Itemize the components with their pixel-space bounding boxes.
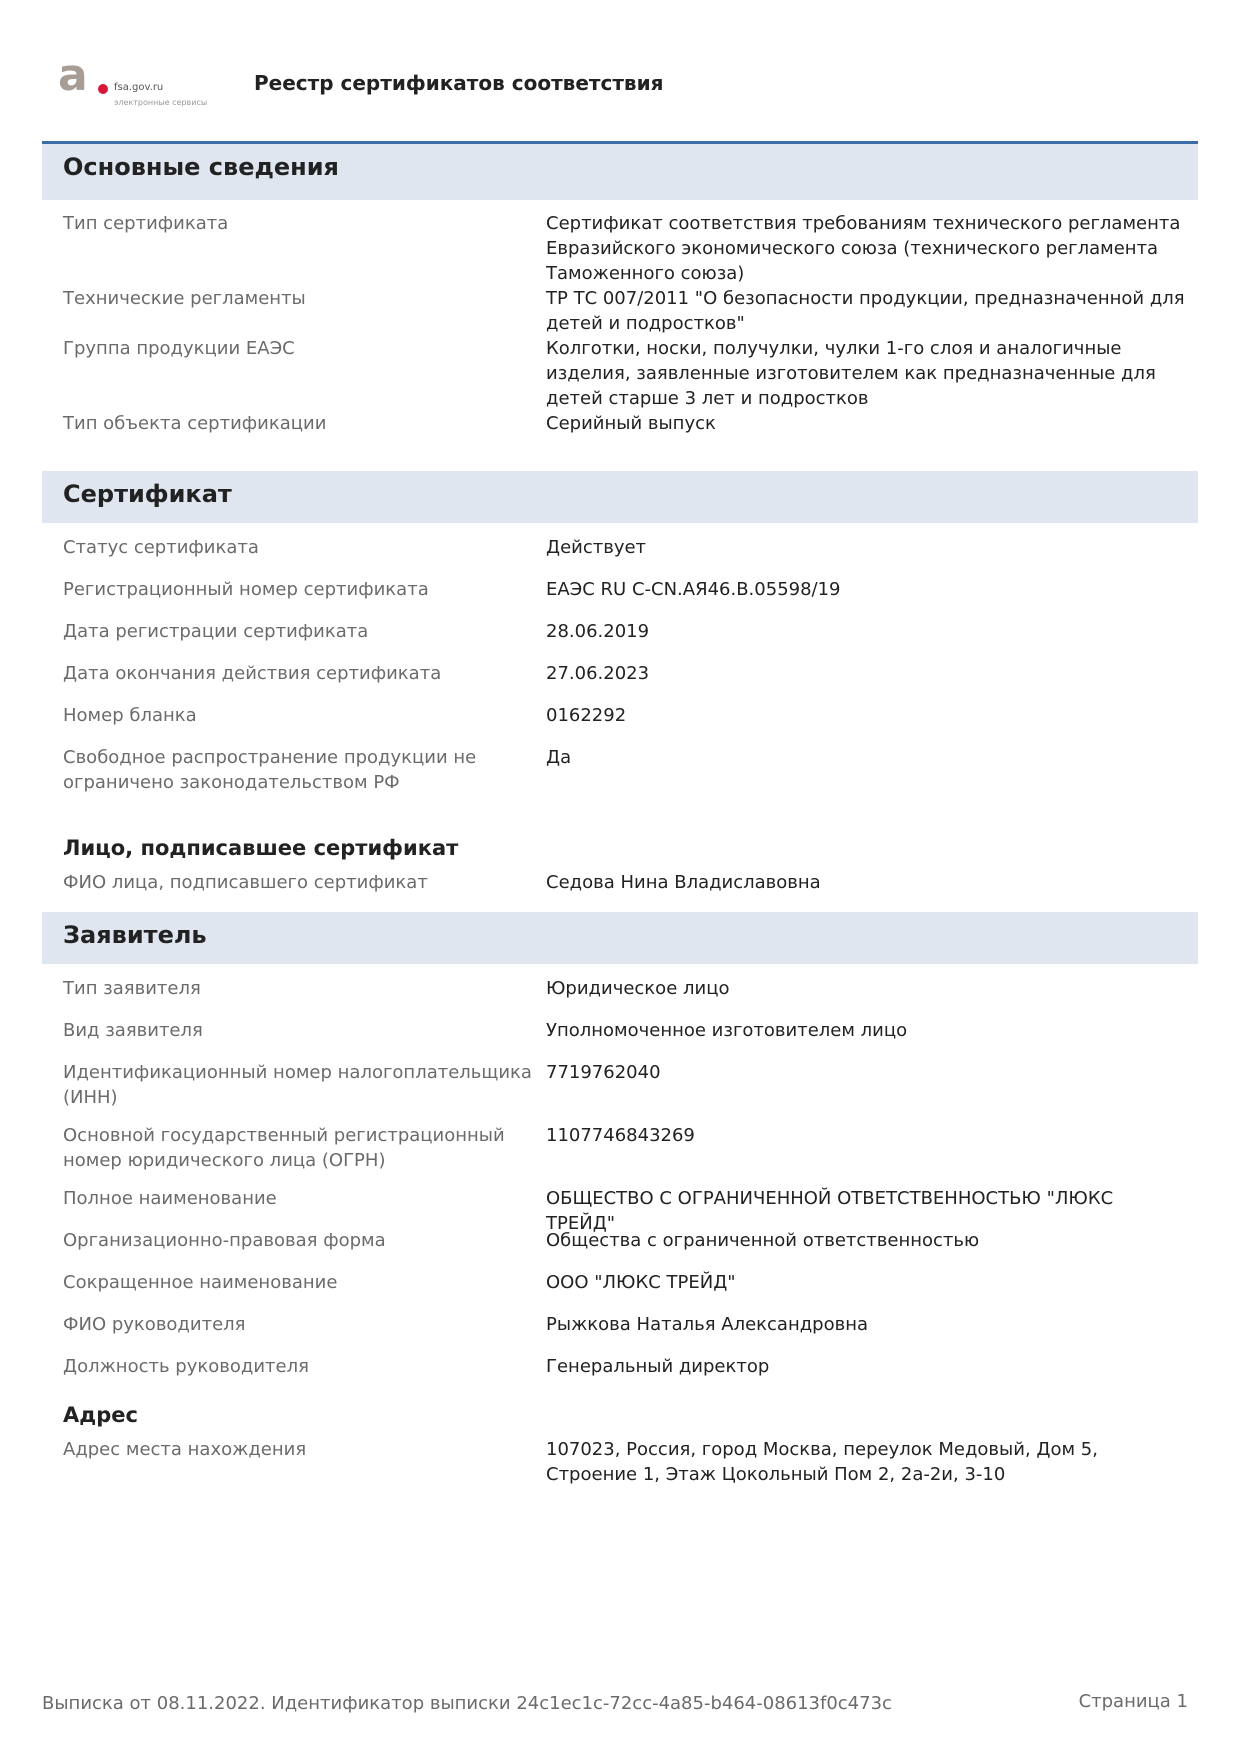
row-label: Дата регистрации сертификата (63, 621, 369, 642)
page-header (58, 50, 1198, 108)
row-value: ООО "ЛЮКС ТРЕЙД" (546, 1272, 736, 1293)
address-subheading: Адрес (63, 1403, 138, 1427)
row-value: 107023, Россия, город Москва, переулок Медовый, Дом 5, Строение 1, Этаж Цокольный Пом 2, 2а-2и, 3-10 (546, 1439, 1098, 1485)
row-label: Вид заявителя (63, 1020, 203, 1041)
row-label: Сокращенное наименование (63, 1272, 338, 1293)
row-value: Серийный выпуск (546, 413, 716, 434)
row-label: Адрес места нахождения (63, 1439, 307, 1460)
logo-letter-icon: a (58, 50, 88, 101)
row-value: Общества с ограниченной ответственностью (546, 1230, 980, 1251)
row-value: 7719762040 (546, 1062, 661, 1083)
row-label: Должность руководителя (63, 1356, 309, 1377)
row-label: Регистрационный номер сертификата (63, 579, 429, 600)
row-value: 27.06.2023 (546, 663, 650, 684)
row-label: ФИО руководителя (63, 1314, 246, 1335)
row-label: Свободное распространение продукции не ограничено законодательством РФ (63, 747, 477, 793)
row-label: Основной государственный регистрационный номер юридического лица (ОГРН) (63, 1125, 505, 1171)
row-label: Группа продукции ЕАЭС (63, 338, 295, 359)
row-value: 0162292 (546, 705, 627, 726)
fsa-logo (58, 50, 218, 108)
row-value: Юридическое лицо (546, 978, 730, 999)
row-label: Статус сертификата (63, 537, 259, 558)
section-title: Сертификат (63, 480, 232, 508)
row-value: ОБЩЕСТВО С ОГРАНИЧЕННОЙ ОТВЕТСТВЕННОСТЬЮ "ЛЮКС ТРЕЙД" (546, 1188, 1114, 1234)
logo-dot-icon (98, 84, 108, 94)
row-value: Седова Нина Владиславовна (546, 872, 821, 893)
row-label: Номер бланка (63, 705, 197, 726)
logo-site: fsa.gov.ru (114, 82, 164, 93)
page-number: Страница 1 (1078, 1691, 1188, 1712)
row-label: Идентификационный номер налогоплательщика (ИНН) (63, 1062, 532, 1108)
extract-info: Выписка от 08.11.2022. Идентификатор выписки 24c1ec1c-72cc-4a85-b464-08613f0c473c (42, 1693, 892, 1714)
row-label: Дата окончания действия сертификата (63, 663, 442, 684)
row-value: Сертификат соответствия требованиям технического регламента Евразийского экономического союза (технического регламента Таможенного союза) (546, 213, 1181, 284)
row-value: Рыжкова Наталья Александровна (546, 1314, 869, 1335)
row-label: Организационно-правовая форма (63, 1230, 386, 1251)
page-footer (42, 1693, 1188, 1719)
section-applicant-header (42, 912, 1198, 964)
signer-subheading: Лицо, подписавшее сертификат (63, 836, 459, 860)
row-value: Колготки, носки, получулки, чулки 1-го слоя и аналогичные изделия, заявленные изготовителем как предназначенные для детей старше 3 лет и подростков (546, 338, 1156, 409)
section-title: Заявитель (63, 921, 207, 949)
logo-subtitle: электронные сервисы (114, 98, 208, 107)
row-value: Генеральный директор (546, 1356, 770, 1377)
row-value: Действует (546, 537, 647, 558)
row-value: 1107746843269 (546, 1125, 695, 1146)
row-value: 28.06.2019 (546, 621, 650, 642)
section-title: Основные сведения (63, 153, 339, 181)
row-label: Полное наименование (63, 1188, 277, 1209)
document-title: Реестр сертификатов соответствия (254, 71, 664, 95)
row-value: Да (546, 747, 572, 768)
row-label: Технические регламенты (63, 288, 306, 309)
section-certificate-header (42, 471, 1198, 523)
row-value: ТР ТС 007/2011 "О безопасности продукции, предназначенной для детей и подростков" (546, 288, 1185, 334)
row-value: ЕАЭС RU С-CN.АЯ46.В.05598/19 (546, 579, 841, 600)
row-label: Тип заявителя (63, 978, 201, 999)
row-label: Тип объекта сертификации (63, 413, 327, 434)
section-basic-header (42, 141, 1198, 200)
row-label: Тип сертификата (63, 213, 229, 234)
row-label: ФИО лица, подписавшего сертификат (63, 872, 428, 893)
row-value: Уполномоченное изготовителем лицо (546, 1020, 908, 1041)
